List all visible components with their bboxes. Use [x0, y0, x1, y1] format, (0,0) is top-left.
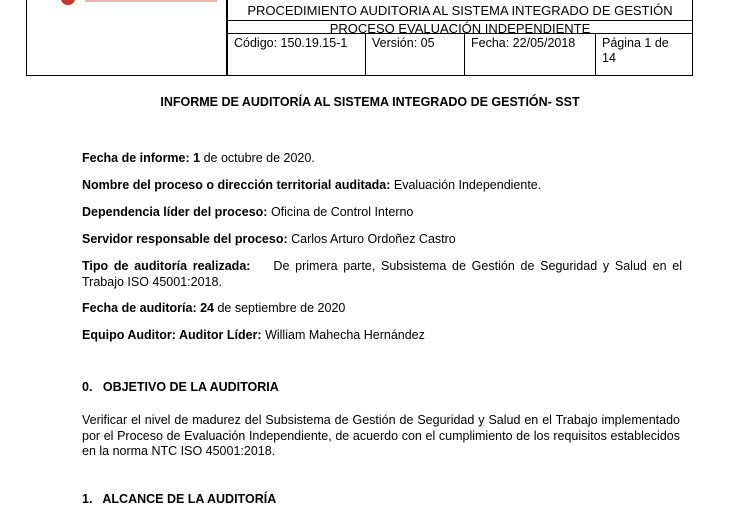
logo-wordmark [85, 0, 217, 2]
audit-date-rest: de septiembre de 2020 [214, 301, 346, 315]
document-version: Versión: 05 [365, 34, 464, 75]
objective-text: Verificar el nivel de madurez del Subsistema de Gestión de Seguridad y Salud en el Trabajo implementado por el Proceso de Evaluación Independiente, de acuerdo con el cumplimiento de los requisitos establecidos en la norma NTC ISO 45001:2018. [82, 413, 680, 458]
process-value: Evaluación Independiente. [390, 178, 542, 192]
page-number: Página 1 de 14 [595, 34, 692, 75]
report-date-field [82, 150, 682, 166]
audit-type-label: Tipo de auditoría realizada: [82, 259, 251, 273]
procedure-title: PROCEDIMIENTO AUDITORIA AL SISTEMA INTEGRADO DE GESTIÓN [228, 0, 692, 21]
team-label: Equipo Auditor: Auditor Líder: [82, 328, 262, 342]
report-date-rest: de octubre de 2020. [200, 151, 315, 165]
audit-date-day: 24 [200, 301, 214, 315]
document-code: Código: 150.19.15-1 [234, 36, 348, 50]
report-date-label: Fecha de informe: [82, 151, 190, 165]
process-field [82, 177, 682, 193]
document-header-table [227, 0, 693, 76]
document-date: Fecha: 22/05/2018 [464, 34, 595, 75]
logo-icon [61, 0, 75, 5]
team-value: William Mahecha Hernández [261, 328, 425, 342]
unit-value: Oficina de Control Interno [267, 205, 414, 219]
official-value: Carlos Arturo Ordoñez Castro [287, 232, 456, 246]
objective-heading: 0. OBJETIVO DE LA AUDITORIA [82, 380, 279, 394]
audit-date-field [82, 300, 682, 316]
logo-cell [26, 0, 227, 76]
process-name: PROCESO EVALUACIÓN INDEPENDIENTE [228, 21, 692, 34]
report-date-day: 1 [193, 151, 201, 165]
header-meta-row [228, 34, 692, 75]
scope-heading: 1. ALCANCE DE LA AUDITORÍA [82, 492, 277, 506]
official-field [82, 231, 682, 247]
unit-label: Dependencia líder del proceso: [82, 205, 268, 219]
process-label: Nombre del proceso o dirección territorial auditada: [82, 178, 391, 192]
audit-type-field [82, 258, 686, 290]
audit-date-label: Fecha de auditoría: [82, 301, 197, 315]
unit-field [82, 204, 682, 220]
team-field [82, 327, 682, 343]
report-title: INFORME DE AUDITORÍA AL SISTEMA INTEGRADO DE GESTIÓN- SST [160, 95, 580, 109]
audit-type-value: De primera parte, Subsistema de Gestión de Seguridad y Salud en el Trabajo ISO 45001:2018. [82, 259, 686, 289]
official-label: Servidor responsable del proceso: [82, 232, 288, 246]
